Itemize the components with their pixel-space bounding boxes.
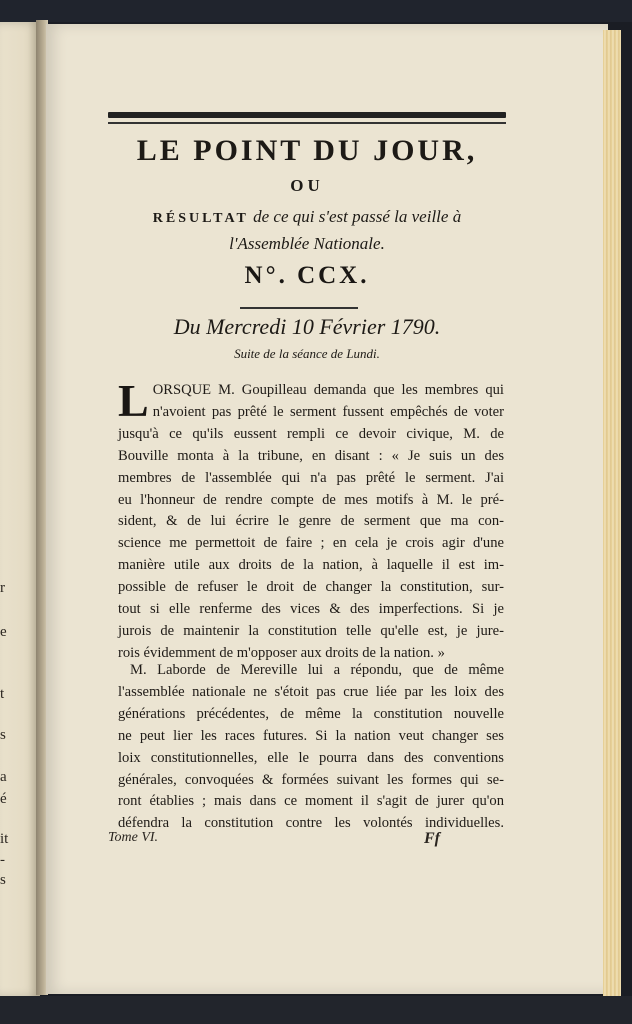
scanner-background-bottom	[0, 996, 632, 1024]
facing-page-fragment: r	[0, 580, 5, 596]
facing-page-fragment: e	[0, 624, 7, 640]
text-line: ront établies ; mais dans ce moment il s'agit de jurer qu'on	[118, 793, 504, 810]
text-line: M. Laborde de Mereville lui a répondu, que de même	[130, 662, 504, 678]
newspaper-subtitle	[108, 204, 506, 256]
issue-number: N°. CCX.	[244, 262, 370, 289]
gathering-signature: Ff	[424, 830, 440, 847]
subtitle-line-2: l'Assemblée Nationale.	[229, 234, 385, 253]
paragraph-2	[118, 660, 504, 835]
text-line: générations précédentes, de même la constitution nouvelle	[118, 705, 504, 722]
issue-date: Du Mercredi 10 Février 1790.	[173, 314, 441, 339]
text-line: générales, convoquées & formées suivant les formes qui se-	[118, 771, 504, 788]
facing-page-fragment: s	[0, 872, 6, 888]
text-line: jusqu'à ce qu'ils eussent rempli ce devoir civique, M. de	[118, 425, 504, 442]
paragraph-1	[118, 375, 504, 665]
newspaper-title: LE POINT DU JOUR,	[136, 134, 478, 167]
header-rule-thin	[108, 122, 506, 124]
text-line: loix constitutionnelles, elle le pourra dans des conventions	[118, 749, 504, 766]
title-conjunction: OU	[290, 176, 324, 195]
text-line: l'assemblée nationale ne s'étoit pas crue liée par les loix des	[118, 683, 504, 700]
subtitle-keyword: RÉSULTAT	[152, 211, 249, 226]
facing-page-fragment: s	[0, 727, 6, 743]
text-line: rois évidemment de m'opposer aux droits de la nation. »	[118, 644, 445, 661]
facing-page-fragment: t	[0, 686, 5, 702]
volume-signature: Tome VI.	[108, 830, 159, 845]
session-note: Suite de la séance de Lundi.	[234, 346, 380, 361]
text-line: n'avoient pas prêté le serment fussent empêchés de voter	[152, 403, 504, 420]
facing-page-fragment: -	[0, 852, 5, 868]
date-rule	[240, 307, 358, 309]
subtitle-text: de ce qui s'est passé la veille à	[253, 207, 462, 226]
text-line: membres de l'assemblée qui n'a pas prêté le serment. J'ai	[118, 469, 504, 486]
text-line: possible de refuser le droit de changer la constitution, sur-	[118, 579, 504, 596]
text-line: jurois de maintenir la constitution telle qu'elle est, je jure-	[118, 622, 504, 639]
header-rule-thick	[108, 112, 506, 118]
text-line: eu l'honneur de rendre compte de mes motifs à M. le pré-	[118, 491, 504, 508]
facing-page-fragment: é	[0, 791, 7, 807]
text-line: défendra la constitution contre les volontés individuelles.	[118, 815, 504, 832]
text-line: tout si elle renferme des vices & des imperfections. Si je	[118, 601, 504, 618]
text-line: ne peut lier les races futures. Si la nation veut changer ses	[118, 727, 504, 744]
text-line: Bouville monta à la tribune, en disant : « Je suis un des	[118, 447, 504, 464]
text-line: ORSQUE M. Goupilleau demanda que les membres qui	[152, 382, 504, 398]
scanner-background-top	[0, 0, 632, 22]
page-edge-stack	[603, 30, 621, 998]
facing-page	[0, 22, 40, 997]
text-line: sident, & de lui écrire le genre de serment que ma con-	[118, 513, 504, 530]
drop-cap: L	[118, 375, 149, 426]
facing-page-fragment: it	[0, 831, 9, 847]
text-line: science me permettoit de faire ; en cela je crois agir d'une	[118, 535, 504, 552]
facing-page-fragment: a	[0, 769, 7, 785]
text-line: manière utile aux droits de la nation, à laquelle il est im-	[118, 557, 504, 574]
